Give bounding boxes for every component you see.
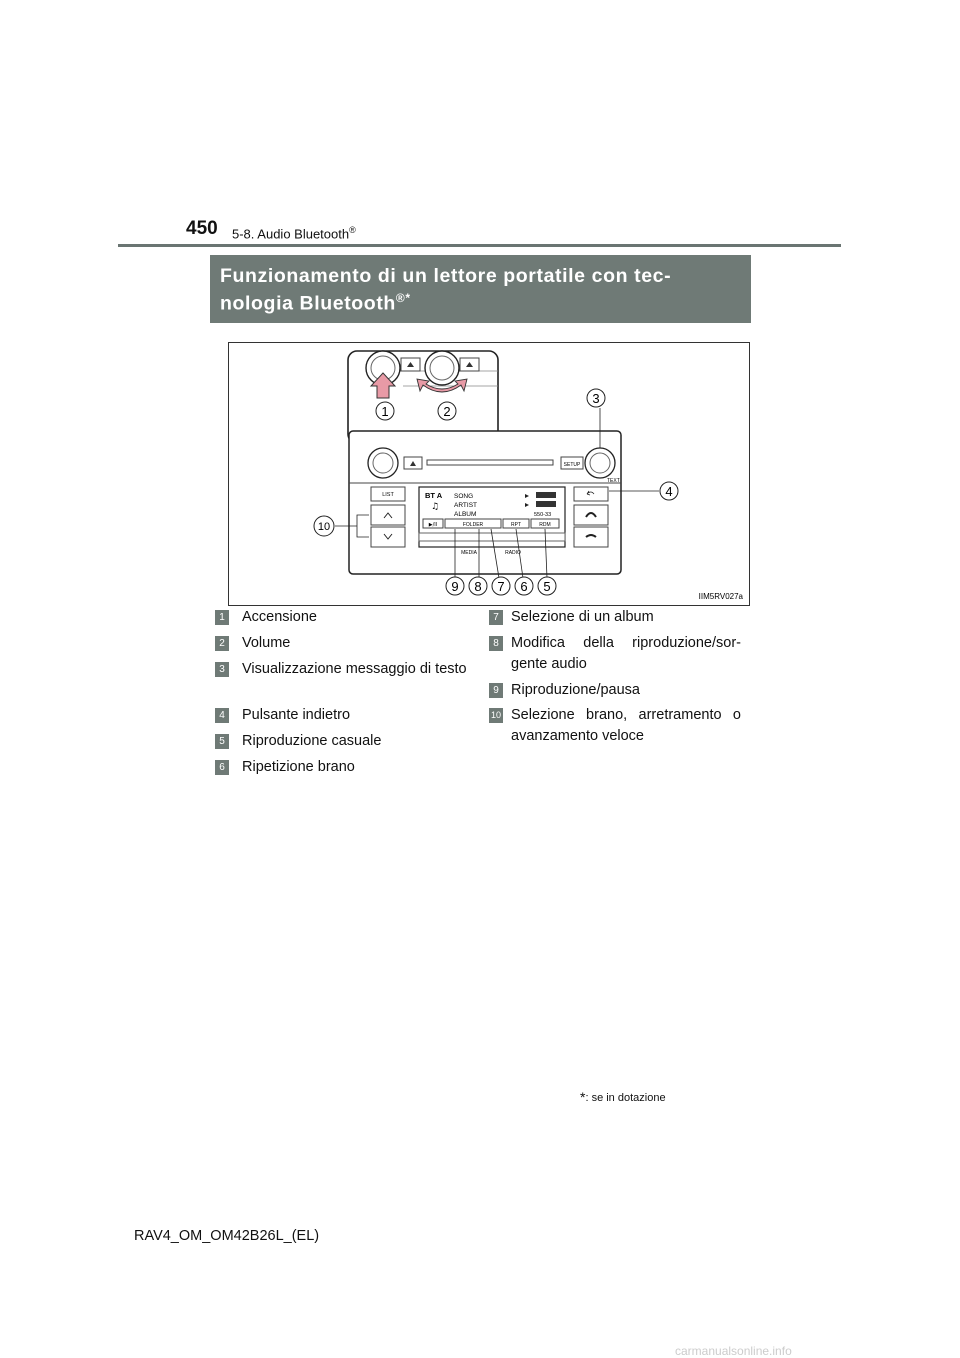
setup-label: SETUP bbox=[563, 462, 581, 468]
list-label: LIST bbox=[382, 492, 394, 498]
callout-6-label: 6 bbox=[520, 579, 528, 594]
header-rule bbox=[118, 244, 841, 247]
section-title-banner bbox=[210, 255, 751, 323]
screen-album: ALBUM bbox=[454, 511, 477, 518]
legend-text: Selezione brano, arretramento o avanzamento veloce bbox=[511, 707, 741, 744]
screen-song: SONG bbox=[454, 493, 474, 500]
legend-text: Visualizzazione messaggio di testo bbox=[242, 661, 467, 677]
inset-volume-knob-inner bbox=[430, 356, 454, 380]
phone-hangup-button bbox=[574, 527, 608, 547]
radio-label: RADIO bbox=[505, 550, 521, 556]
section-title-line-1: Funzionamento di un lettore portatile con tec- bbox=[220, 265, 672, 287]
text-label: TEXT bbox=[607, 478, 620, 484]
rpt-label: RPT bbox=[511, 522, 521, 528]
footnote-text: : se in dotazione bbox=[585, 1092, 666, 1104]
legend-number: 5 bbox=[215, 734, 229, 749]
callout-3-label: 3 bbox=[592, 391, 600, 406]
down-button bbox=[371, 527, 405, 547]
section-label bbox=[232, 225, 356, 241]
legend-text: Selezione di un album bbox=[511, 609, 654, 625]
callout-8-label: 8 bbox=[474, 579, 482, 594]
legend-number: 4 bbox=[215, 708, 229, 723]
audio-panel-figure bbox=[228, 342, 750, 606]
media-label: MEDIA bbox=[461, 550, 477, 556]
screen-source: BT A bbox=[425, 491, 443, 500]
asterisk-icon: * bbox=[580, 1089, 586, 1105]
legend-text: Accensione bbox=[242, 609, 317, 625]
callout-10-label: 10 bbox=[317, 521, 331, 533]
watermark: carmanualsonline.info bbox=[675, 1344, 792, 1358]
legend-text: Modifica della riproduzione/sor-gente audio bbox=[511, 635, 741, 672]
page-number: 450 bbox=[186, 218, 218, 239]
play-pause-label: ▶/II bbox=[428, 522, 438, 528]
legend-number: 2 bbox=[215, 636, 229, 651]
callout-2-label: 2 bbox=[443, 404, 451, 419]
screen-artist: ARTIST bbox=[454, 502, 477, 509]
tune-knob-inner bbox=[590, 453, 610, 473]
title-mark: ®* bbox=[395, 291, 411, 305]
legend-number: 1 bbox=[215, 610, 229, 625]
section-title-text: nologia Bluetooth bbox=[220, 292, 396, 315]
callout-5-label: 5 bbox=[543, 579, 551, 594]
callout-9-label: 9 bbox=[451, 579, 459, 594]
figure-code: IIM5RV027a bbox=[698, 592, 743, 601]
screen-track-time: 550-33 bbox=[534, 512, 552, 518]
legend-text: Riproduzione/pausa bbox=[511, 682, 640, 698]
back-button bbox=[574, 487, 608, 501]
callout-7-label: 7 bbox=[497, 579, 505, 594]
legend-text: Ripetizione brano bbox=[242, 759, 355, 775]
legend-number: 10 bbox=[489, 708, 503, 723]
screen-badge bbox=[536, 492, 556, 498]
rdm-label: RDM bbox=[539, 522, 551, 528]
legend-number: 8 bbox=[489, 636, 503, 651]
folder-label: FOLDER bbox=[462, 522, 484, 528]
footnote bbox=[580, 1089, 666, 1105]
callout-1-label: 1 bbox=[381, 404, 389, 419]
legend-number: 6 bbox=[215, 760, 229, 775]
signal-badge bbox=[536, 501, 556, 507]
music-note-icon: ♫ bbox=[431, 502, 440, 512]
legend-number: 3 bbox=[215, 662, 229, 677]
phone-pickup-button bbox=[574, 505, 608, 525]
up-button bbox=[371, 505, 405, 525]
section-title-line-2 bbox=[220, 291, 411, 316]
audio-panel-illustration bbox=[229, 343, 749, 605]
section-text: 5-8. Audio Bluetooth bbox=[232, 226, 350, 242]
registered-mark: ® bbox=[349, 225, 356, 235]
legend-text: Pulsante indietro bbox=[242, 707, 351, 723]
callout-4-label: 4 bbox=[665, 484, 673, 499]
legend-text: Volume bbox=[242, 635, 291, 651]
legend-number: 7 bbox=[489, 610, 503, 625]
cd-slot bbox=[427, 460, 553, 465]
power-knob-inner bbox=[373, 453, 393, 473]
legend-text: Riproduzione casuale bbox=[242, 733, 382, 749]
legend-number: 9 bbox=[489, 683, 503, 698]
document-code: RAV4_OM_OM42B26L_(EL) bbox=[134, 1228, 320, 1244]
